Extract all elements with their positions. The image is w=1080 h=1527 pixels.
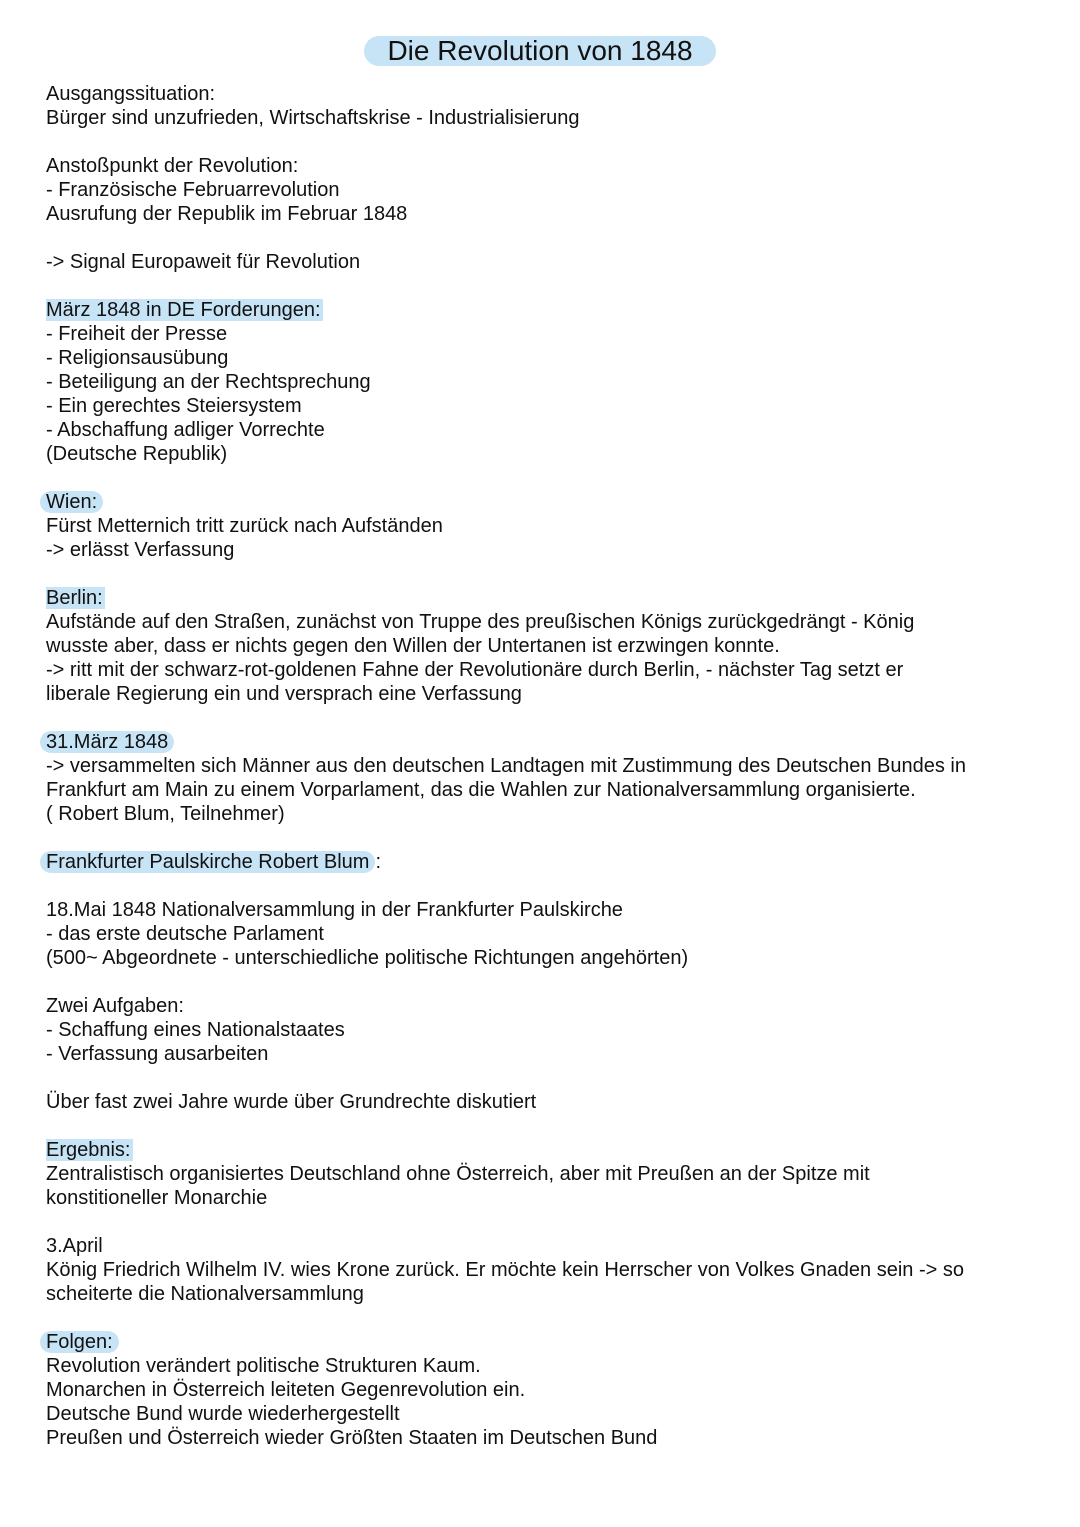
section-heading bbox=[46, 154, 1046, 178]
page-title: Die Revolution von 1848 bbox=[364, 36, 716, 66]
text-line: König Friedrich Wilhelm IV. wies Krone zurück. Er möchte kein Herrscher von Volkes Gnaden sein -> so bbox=[46, 1259, 964, 1281]
section-wien bbox=[46, 490, 1046, 562]
text-line: liberale Regierung ein und versprach eine Verfassung bbox=[46, 683, 522, 705]
section-ausgangssituation bbox=[46, 82, 1046, 130]
section-heading bbox=[46, 298, 1046, 322]
section-heading bbox=[46, 1330, 1046, 1354]
section-heading bbox=[46, 586, 1046, 610]
section-paulskirche-heading bbox=[46, 850, 1046, 874]
heading-text: Frankfurter Paulskirche Robert Blum bbox=[40, 851, 375, 873]
text-line: - Französische Februarrevolution bbox=[46, 179, 340, 201]
text-line: Ausrufung der Republik im Februar 1848 bbox=[46, 203, 408, 225]
text-line: Revolution verändert politische Strukturen Kaum. bbox=[46, 1355, 481, 1377]
text-line: Monarchen in Österreich leiteten Gegenrevolution ein. bbox=[46, 1379, 526, 1401]
text-line: Deutsche Bund wurde wiederhergestellt bbox=[46, 1403, 400, 1425]
heading-text: Zwei Aufgaben: bbox=[46, 995, 184, 1017]
heading-text: Folgen: bbox=[40, 1331, 119, 1353]
text-line: Frankfurt am Main zu einem Vorparlament, das die Wahlen zur Nationalversammlung organisierte. bbox=[46, 779, 916, 801]
heading-text: 3.April bbox=[46, 1235, 103, 1257]
text-line: - Abschaffung adliger Vorrechte bbox=[46, 419, 325, 441]
heading-text: Wien: bbox=[40, 491, 103, 513]
text-line: wusste aber, dass er nichts gegen den Willen der Untertanen ist erzwingen konnte. bbox=[46, 635, 780, 657]
heading-text: Ausgangssituation: bbox=[46, 83, 216, 105]
text-line: - Beteiligung an der Rechtsprechung bbox=[46, 371, 371, 393]
text-line: Aufstände auf den Straßen, zunächst von Truppe des preußischen Königs zurückgedrängt - König bbox=[46, 611, 915, 633]
text-line: Bürger sind unzufrieden, Wirtschaftskrise - Industrialisierung bbox=[46, 107, 580, 129]
text-line: - Ein gerechtes Steiersystem bbox=[46, 395, 302, 417]
text-line: - Freiheit der Presse bbox=[46, 323, 228, 345]
section-3-april bbox=[46, 1234, 1046, 1306]
text-line: 18.Mai 1848 Nationalversammlung in der Frankfurter Paulskirche bbox=[46, 899, 623, 921]
text-line: -> erlässt Verfassung bbox=[46, 539, 235, 561]
text-line: (Deutsche Republik) bbox=[46, 443, 228, 465]
section-berlin bbox=[46, 586, 1046, 706]
heading-text: 31.März 1848 bbox=[40, 731, 174, 753]
text-line: -> ritt mit der schwarz-rot-goldenen Fahne der Revolutionäre durch Berlin, - nächster Tag setzt er bbox=[46, 659, 904, 681]
notes-body bbox=[46, 82, 1046, 1474]
section-maerz-forderungen bbox=[46, 298, 1046, 466]
text-line: Über fast zwei Jahre wurde über Grundrechte diskutiert bbox=[46, 1091, 537, 1113]
section-heading bbox=[46, 1234, 1046, 1258]
section-heading bbox=[46, 490, 1046, 514]
text-line: (500~ Abgeordnete - unterschiedliche politische Richtungen angehörten) bbox=[46, 947, 689, 969]
text-line: ( Robert Blum, Teilnehmer) bbox=[46, 803, 285, 825]
text-line: Preußen und Österreich wieder Größten Staaten im Deutschen Bund bbox=[46, 1427, 658, 1449]
section-heading bbox=[46, 1138, 1046, 1162]
text-line: - das erste deutsche Parlament bbox=[46, 923, 324, 945]
text-line: Fürst Metternich tritt zurück nach Aufständen bbox=[46, 515, 443, 537]
section-heading bbox=[46, 730, 1046, 754]
heading-text: Ergebnis: bbox=[46, 1139, 131, 1161]
section-nationalversammlung bbox=[46, 898, 1046, 970]
text-line: -> versammelten sich Männer aus den deutschen Landtagen mit Zustimmung des Deutschen Bundes in bbox=[46, 755, 966, 777]
text-line: konstitioneller Monarchie bbox=[46, 1187, 268, 1209]
section-heading bbox=[46, 994, 1046, 1018]
section-folgen bbox=[46, 1330, 1046, 1450]
text-line: - Schaffung eines Nationalstaates bbox=[46, 1019, 345, 1041]
heading-text: Anstoßpunkt der Revolution: bbox=[46, 155, 299, 177]
heading-text: Berlin: bbox=[46, 587, 103, 609]
section-anstosspunkt bbox=[46, 154, 1046, 226]
text-line: Zentralistisch organisiertes Deutschland ohne Österreich, aber mit Preußen an der Spitze mit bbox=[46, 1163, 870, 1185]
heading-suffix: : bbox=[375, 851, 382, 873]
section-aufgaben bbox=[46, 994, 1046, 1066]
text-line: - Religionsausübung bbox=[46, 347, 229, 369]
heading-text: März 1848 in DE Forderungen: bbox=[46, 299, 321, 321]
text-line: scheiterte die Nationalversammlung bbox=[46, 1283, 364, 1305]
text-line: - Verfassung ausarbeiten bbox=[46, 1043, 269, 1065]
section-grundrechte bbox=[46, 1090, 1046, 1114]
section-heading bbox=[46, 82, 1046, 106]
section-ergebnis bbox=[46, 1138, 1046, 1210]
section-heading bbox=[46, 850, 1046, 874]
section-signal bbox=[46, 250, 1046, 274]
text-line: -> Signal Europaweit für Revolution bbox=[46, 251, 361, 273]
section-31-maerz bbox=[46, 730, 1046, 826]
